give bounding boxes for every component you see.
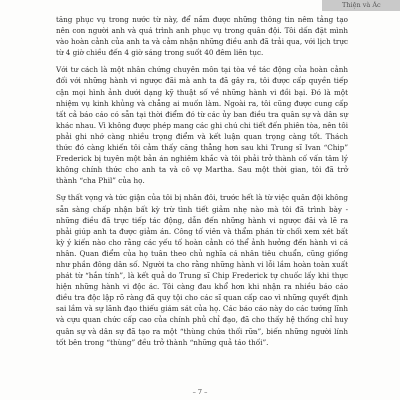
paragraph-1: tăng phục vụ trong nước từ này, để nắm được những thông tin nêm tảng tạo nên con người anh và quá trình anh phục vụ trong quân đội. Tôi dấn đặt mình vào hoàn cảnh của anh ta và cảm nhận những điều anh đã trải qua, với lịch trực từ 4 giờ chiều đến 4 giờ sáng trong suốt 40 đêm liên tục. (56, 15, 348, 58)
paragraph-2: Với tư cách là một nhân chứng chuyên môn tại tòa về tác động của hoàn cảnh đối với những hành vi ngược đãi mà anh ta đã gây ra, tôi được cấp quyền tiếp cận mọi hình ảnh dưới dạng kỹ thuật số về những hành vi đồi bại. Đó là một nhiệm vụ kinh khủng và chẳng ai muốn làm. Ngoài ra, tôi cũng được cung cấp tất cả báo cáo có sẵn tại thời điểm đó từ các ủy ban điều tra quân sự và dân sự khác nhau. Vì không được phép mang các ghi chú chi tiết đến phiên tòa, nên tôi phải ghi nhớ càng nhiều trọng điểm và kết luận quan trọng càng tốt. Thách thức đó càng khiến tôi cảm thấy căng thẳng hơn sau khi Trung sĩ Ivan “Chip” Frederick bị tuyên một bản án nghiêm khắc và tôi phải trở thành cố vấn tâm lý không chính thức cho anh ta và cô vợ Martha. Sau một thời gian, tôi đã trở thành “cha Phil” của họ. (56, 65, 348, 186)
page-body (56, 14, 348, 354)
running-header: Thiện và Ác (322, 0, 400, 11)
page-number: – 7 – (192, 388, 208, 396)
paragraph-3: Sự thất vọng và tức giận của tôi bị nhân đôi, trước hết là từ việc quân đội không sẵn sàng chấp nhận bất kỳ trừ tình tiết giảm nhẹ nào mà tôi đã trình bày - những điều đã trực tiếp tác động, dẫn đến những hành vi ngược đãi và lẽ ra phải giúp anh ta được giảm án. Công tố viên và thẩm phán từ chối xem xét bất kỳ ý kiến nào cho rằng các yếu tố hoàn cảnh có thể ảnh hưởng đến hành vi cá nhân. Quan điểm của họ tuân theo chủ nghĩa cá nhân tiêu chuẩn, cũng giống như phần đông dân số. Người ta cho rằng những hành vi lỗi lầm hoàn toàn xuất phát từ “hắn tính”, là kết quả do Trung sĩ Chip Frederick tự chuốc lấy khi thực hiện những hành vi độc ác. Tôi càng đau khổ hơn khi nhận ra nhiều báo cáo điều tra độc lập rõ ràng đã quy tội cho các sĩ quan cấp cao vì những quyết định sai lầm và sự lãnh đạo thiếu giám sát của họ. Các báo cáo này do các tướng lĩnh và cựu quan chức cấp cao của chính phủ chỉ đạo, đã cho thấy hệ thống chỉ huy quân sự và dân sự đã tạo ra một “thùng chứa thối rữa”, biến những người lính tốt bên trong “thùng” đều trở thành “những quả táo thối”. (56, 193, 348, 347)
